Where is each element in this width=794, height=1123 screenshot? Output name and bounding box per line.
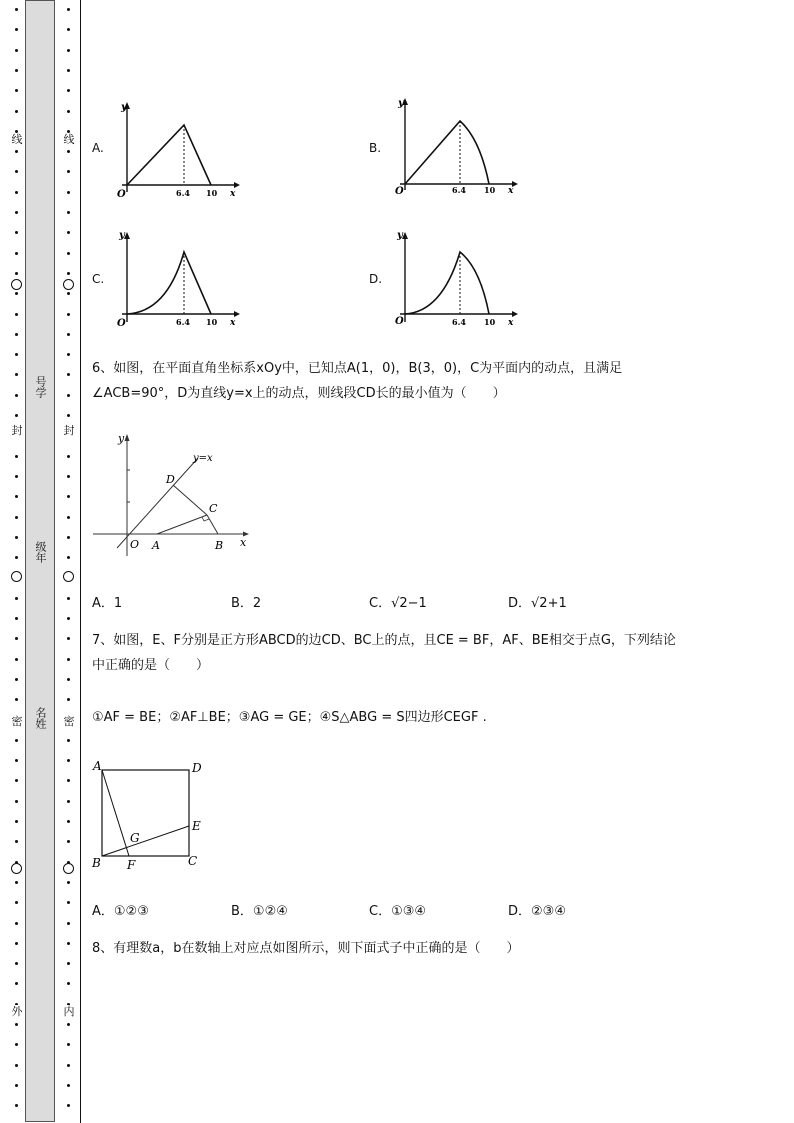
graph-d-y-label: y [397,230,403,241]
margin-dot [15,597,18,600]
margin-dot [15,1084,18,1087]
graph-a-x-label: x [230,189,236,199]
margin-dot [15,1064,18,1067]
graph-d-origin: O [395,316,404,327]
outer-circle-2 [11,571,22,582]
margin-dot [67,495,70,498]
q6-fig-line-label: y=x [193,453,213,464]
q6-option-d[interactable]: D．√2+1 [508,596,567,611]
margin-dot [15,110,18,113]
margin-dot [15,536,18,539]
q7-fig-a: A [93,759,102,773]
margin-dot [15,1104,18,1107]
margin-dot [15,231,18,234]
q6-fig-y: y [118,432,125,445]
margin-dot [67,373,70,376]
margin-dot [15,191,18,194]
margin-dot [15,1023,18,1026]
graph-c-origin: O [117,318,126,329]
question-7-line-1: 7、如图，E、F分别是正方形ABCD的边CD、BC上的点，且CE = BF，AF、BE相交于点G，下列结论 [92,633,676,648]
inner-label-xian: 线 [59,133,79,146]
inner-margin [56,0,82,1123]
margin-dot [67,800,70,803]
q7-option-d[interactable]: D．②③④ [508,904,566,919]
outer-label-wai: 外 [7,1005,27,1018]
margin-dot [15,150,18,153]
margin-dot [15,414,18,417]
margin-rule [80,0,81,1123]
graph-option-c-label: C. [92,272,105,286]
margin-dot [67,110,70,113]
graph-a [112,98,242,200]
margin-dot [67,698,70,701]
margin-dot [67,49,70,52]
margin-dot [15,942,18,945]
margin-dot [67,89,70,92]
margin-dot [67,556,70,559]
q7-fig-g: G [130,831,140,845]
margin-dot [67,292,70,295]
margin-dot [15,89,18,92]
inner-label-feng: 封 [59,424,79,437]
margin-dot [15,779,18,782]
margin-dot [67,901,70,904]
margin-dot [67,69,70,72]
margin-dot [15,617,18,620]
graph-b-tick-6-4: 6.4 [452,185,466,195]
margin-dot [15,962,18,965]
graph-c-x-label: x [230,318,236,328]
margin-dot [15,69,18,72]
margin-dot [67,191,70,194]
q7-option-a[interactable]: A．①②③ [92,904,149,919]
margin-dot [67,516,70,519]
margin-dot [15,658,18,661]
graph-d-tick-6-4: 6.4 [452,317,466,327]
outer-circle-1 [11,279,22,290]
graph-d [390,228,520,330]
margin-dot [67,942,70,945]
question-6-line-1: 6、如图，在平面直角坐标系xOy中，已知点A(1，0)，B(3，0)，C为平面内的动点，且满足 [92,361,623,376]
q6-option-a[interactable]: A．1 [92,596,123,611]
margin-dot [15,313,18,316]
outer-label-feng: 封 [7,424,27,437]
margin-dot [67,170,70,173]
margin-dot [15,759,18,762]
graph-b-x-label: x [508,186,514,196]
margin-dot [15,333,18,336]
question-7-statements: ①AF = BE；②AF⊥BE；③AG = GE；④S△ABG = S四边形CEGF . [92,710,487,725]
margin-dot [67,840,70,843]
margin-dot [67,414,70,417]
margin-dot [67,1023,70,1026]
margin-dot [15,252,18,255]
margin-dot [67,313,70,316]
graph-c [112,228,242,330]
inner-circle-1 [63,279,74,290]
margin-dot [15,475,18,478]
margin-dot [67,658,70,661]
q6-fig-a: A [152,539,160,552]
inner-circle-3 [63,863,74,874]
graph-a-y-label: y [121,102,127,113]
margin-dot [15,373,18,376]
margin-dot [15,211,18,214]
field-name: 名姓 [34,707,47,729]
margin-dot [67,597,70,600]
margin-dot [15,170,18,173]
question-6-figure [90,428,255,558]
margin-dot [15,516,18,519]
margin-dot [15,272,18,275]
outer-label-xian: 线 [7,133,27,146]
graph-a-origin: O [117,189,126,200]
question-6-line-2: ∠ACB=90°，D为直线y=x上的动点，则线段CD长的最小值为（ ） [92,386,506,401]
question-7-line-2: 中正确的是（ ） [92,658,210,673]
binding-strip [25,0,55,1122]
outer-circle-3 [11,863,22,874]
margin-dot [67,1084,70,1087]
graph-option-b-label: B. [369,141,382,155]
margin-dot [67,922,70,925]
margin-dot [15,292,18,295]
margin-dot [67,272,70,275]
graph-a-tick-6-4: 6.4 [176,188,190,198]
q7-fig-f: F [127,858,136,872]
margin-dot [15,922,18,925]
margin-dot [67,759,70,762]
margin-dot [67,962,70,965]
margin-dot [67,231,70,234]
margin-dot [67,475,70,478]
margin-dot [67,8,70,11]
graph-c-y-label: y [119,230,125,241]
q6-fig-d: D [166,473,175,486]
margin-dot [67,1104,70,1107]
margin-dot [67,820,70,823]
margin-dot [67,982,70,985]
q6-fig-x: x [240,536,247,549]
graph-d-tick-10: 10 [484,317,496,327]
graph-a-tick-10: 10 [206,188,218,198]
q7-fig-e: E [192,819,201,833]
graph-b-origin: O [395,186,404,196]
margin-dot [15,495,18,498]
q6-option-c[interactable]: C．√2−1 [369,596,427,611]
graph-b-tick-10: 10 [484,185,496,195]
graph-b [390,94,520,196]
field-grade: 级年 [34,541,47,563]
margin-dot [67,394,70,397]
question-8-line-1: 8、有理数a，b在数轴上对应点如图所示，则下面式子中正确的是（ ） [92,941,520,956]
margin-dot [15,739,18,742]
margin-dot [15,455,18,458]
q7-fig-b: B [92,856,101,870]
margin-dot [15,698,18,701]
margin-dot [15,556,18,559]
margin-dot [67,28,70,31]
inner-circle-2 [63,571,74,582]
question-7-figure [88,756,208,874]
margin-dot [15,8,18,11]
outer-label-mi: 密 [7,715,27,728]
margin-dot [67,333,70,336]
margin-dot [15,353,18,356]
margin-dot [67,881,70,884]
margin-dot [67,150,70,153]
q6-fig-o: O [130,538,140,551]
graph-b-y-label: y [398,98,404,109]
q7-fig-d: D [192,761,202,775]
margin-dot [15,28,18,31]
margin-dot [67,455,70,458]
q6-fig-c: C [209,502,218,515]
margin-dot [15,637,18,640]
q7-option-b[interactable]: B．①②④ [231,904,288,919]
field-student-number: 号学 [34,376,47,398]
margin-dot [15,800,18,803]
margin-dot [67,678,70,681]
inner-label-mi: 密 [59,715,79,728]
graph-d-x-label: x [508,318,514,328]
margin-dot [15,982,18,985]
margin-dot [15,901,18,904]
q6-fig-b: B [215,539,224,552]
margin-dot [67,617,70,620]
margin-dot [15,49,18,52]
graph-option-d-label: D. [369,272,383,286]
q6-option-b[interactable]: B．2 [231,596,262,611]
margin-dot [67,1043,70,1046]
margin-dot [67,353,70,356]
margin-dot [15,394,18,397]
margin-dot [67,637,70,640]
margin-dot [67,739,70,742]
graph-c-tick-10: 10 [206,317,218,327]
margin-dot [67,536,70,539]
margin-dot [67,779,70,782]
inner-label-nei: 内 [59,1005,79,1018]
graph-option-a-label: A. [92,141,104,155]
margin-dot [15,678,18,681]
q7-fig-c: C [188,854,198,868]
margin-dot [67,252,70,255]
margin-dot [15,881,18,884]
margin-dot [67,211,70,214]
margin-dot [15,1043,18,1046]
margin-dot [67,1064,70,1067]
q7-option-c[interactable]: C．①③④ [369,904,427,919]
graph-c-tick-6-4: 6.4 [176,317,190,327]
margin-dot [15,820,18,823]
margin-dot [15,840,18,843]
